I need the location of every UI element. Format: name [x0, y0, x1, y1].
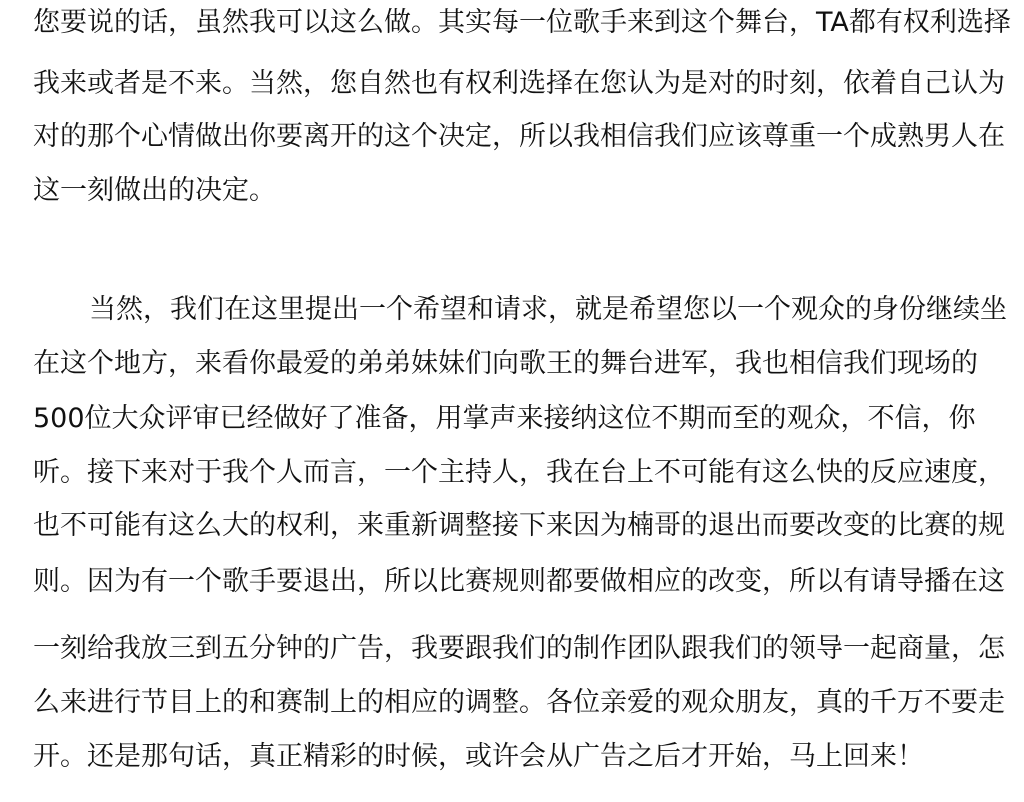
paragraph-1-line-2: 我来或者是不来。当然，您自然也有权利选择在您认为是对的时刻，依着自己认为 [33, 68, 1005, 99]
paragraph-2-line-5: 也不可能有这么大的权利，来重新调整接下来因为楠哥的退出而要改变的比赛的规 [33, 510, 1005, 541]
paragraph-2-line-1: 当然，我们在这里提出一个希望和请求，就是希望您以一个观众的身份继续坐 [89, 294, 1007, 325]
paragraph-2-line-7: 一刻给我放三到五分钟的广告，我要跟我们的制作团队跟我们的领导一起商量，怎 [33, 633, 1005, 664]
paragraph-2-line-4: 听。接下来对于我个人而言，一个主持人，我在台上不可能有这么快的反应速度， [33, 457, 1005, 488]
paragraph-2-line-9: 开。还是那句话，真正精彩的时候，或许会从广告之后才开始，马上回来！ [33, 741, 924, 772]
paragraph-1-line-3: 对的那个心情做出你要离开的这个决定，所以我相信我们应该尊重一个成熟男人在 [33, 121, 1005, 152]
paragraph-1-line-1: 您要说的话，虽然我可以这么做。其实每一位歌手来到这个舞台，TA都有权利选择 [33, 7, 1011, 38]
paragraph-2-line-2: 在这个地方，来看你最爱的弟弟妹妹们向歌王的舞台进军，我也相信我们现场的 [33, 348, 978, 379]
paragraph-2-line-3: 500位大众评审已经做好了准备，用掌声来接纳这位不期而至的观众，不信，你 [33, 403, 976, 434]
paragraph-1-line-4: 这一刻做出的决定。 [33, 175, 276, 206]
paragraph-2-line-8: 么来进行节目上的和赛制上的相应的调整。各位亲爱的观众朋友，真的千万不要走 [33, 687, 1005, 718]
paragraph-2-line-6: 则。因为有一个歌手要退出，所以比赛规则都要做相应的改变，所以有请导播在这 [33, 566, 1005, 597]
